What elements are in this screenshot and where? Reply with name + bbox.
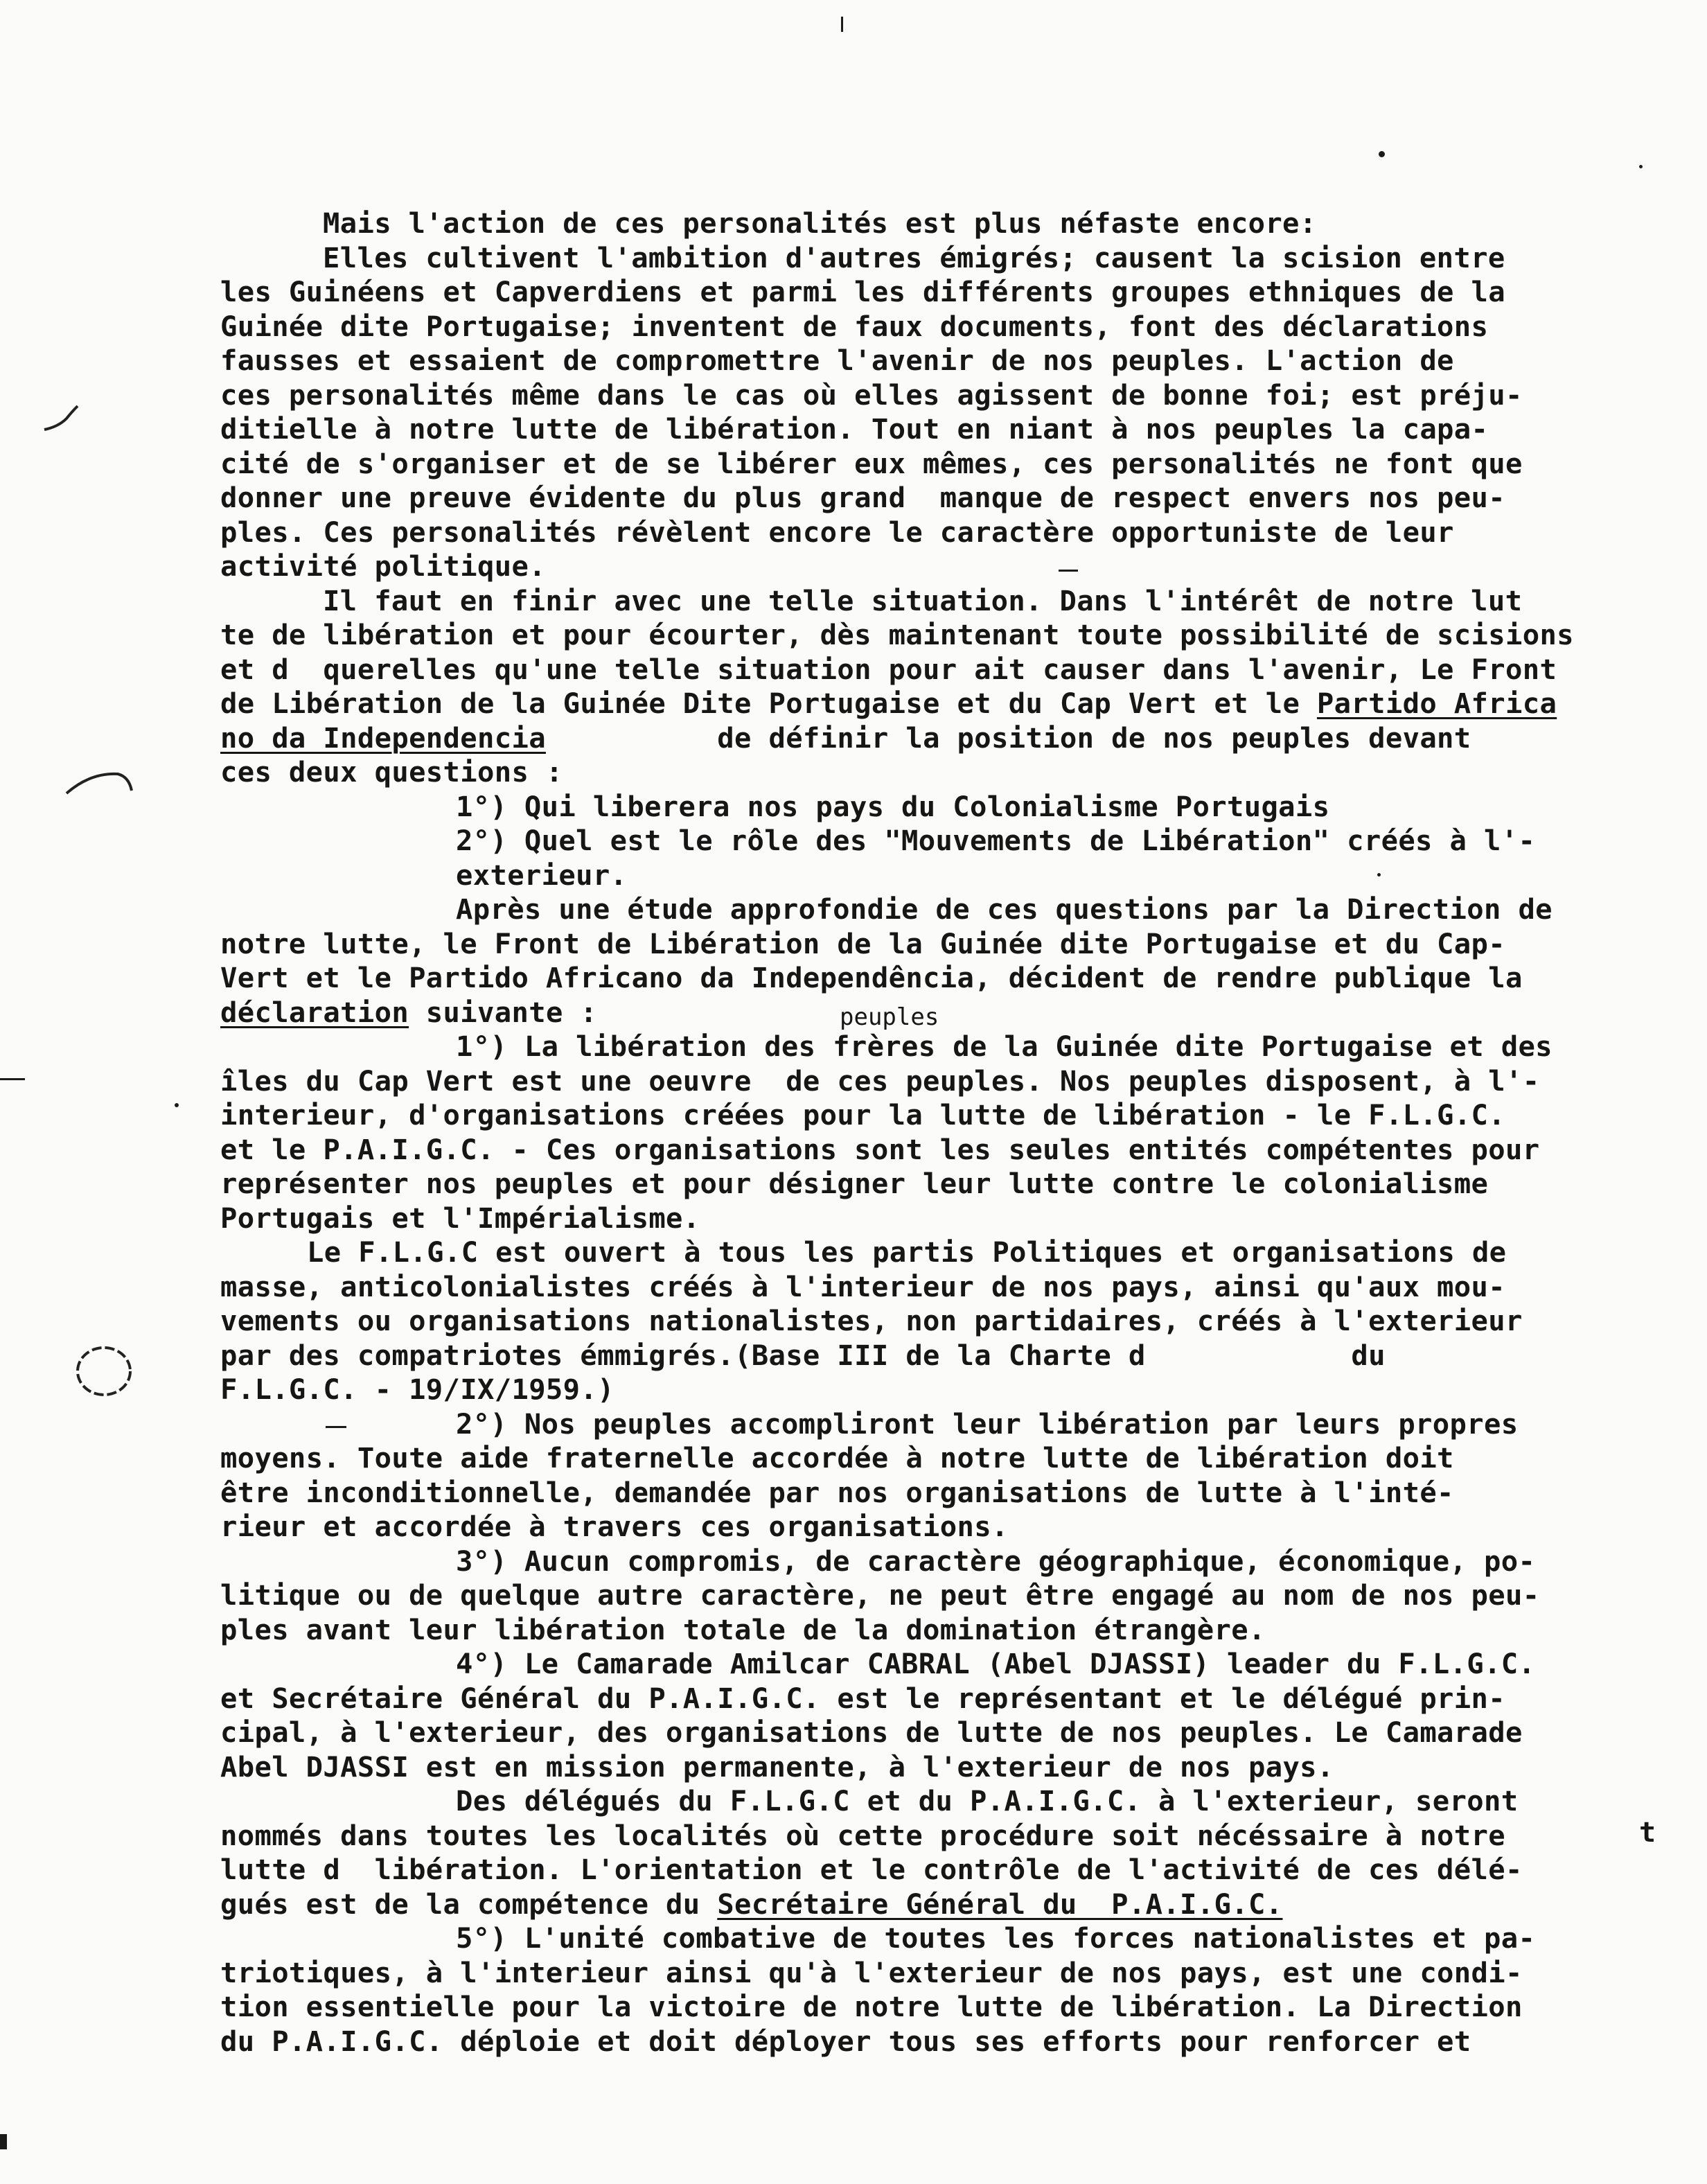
text-line: Il faut en finir avec une telle situation. Dans l'intérêt de notre lut <box>323 583 1523 617</box>
text-line: triotiques, à l'interieur ainsi qu'à l'exterieur de nos pays, est une condi- <box>220 1955 1523 1989</box>
margin-scribble-2 <box>62 766 139 807</box>
top-right-speck-2 <box>1639 165 1643 168</box>
text-line: ples. Ces personalités révèlent encore le caractère opportuniste de leur <box>220 515 1454 549</box>
text-line: les Guinéens et Capverdiens et parmi les différents groupes ethniques de la <box>220 275 1505 308</box>
text-line: 2°) Nos peuples accompliront leur libération par leurs propres <box>456 1407 1519 1441</box>
text-line: activité politique. <box>220 549 546 583</box>
text-line: moyens. Toute aide fraternelle accordée à notre lutte de libération doit <box>220 1441 1454 1474</box>
text-line: représenter nos peuples et pour désigner leur lutte contre le colonialisme <box>220 1167 1489 1200</box>
text-line: Portugais et l'Impérialisme. <box>220 1201 700 1235</box>
bottom-left-speck <box>0 2134 7 2149</box>
text-line: par des compatriotes émmigrés.(Base III de la Charte d du <box>220 1338 1386 1372</box>
text-line: interieur, d'organisations créées pour la lutte de libération - le F.L.G.C. <box>220 1098 1505 1131</box>
text-line: cipal, à l'exterieur, des organisations de lutte de nos peuples. Le Camarade <box>220 1716 1523 1749</box>
text-line: déclaration suivante : <box>220 995 598 1029</box>
text-line: être inconditionnelle, demandée par nos organisations de lutte à l'inté- <box>220 1475 1454 1509</box>
text-line: no da Independencia de définir la position de nos peuples devant <box>220 721 1471 755</box>
document-body <box>220 206 1647 2059</box>
text-line: vements ou organisations nationalistes, non partidaires, créés à l'exterieur <box>220 1304 1523 1337</box>
text-line: 1°) La libération des frères de la Guinée dite Portugaise et des <box>456 1030 1553 1063</box>
text-line: exterieur. <box>456 858 628 892</box>
text-line: Guinée dite Portugaise; inventent de faux documents, font des déclarations <box>220 309 1489 343</box>
text-line: masse, anticolonialistes créés à l'interieur de nos pays, ainsi qu'aux mou- <box>220 1269 1505 1303</box>
text-line: F.L.G.C. - 19/IX/1959.) <box>220 1373 614 1406</box>
text-line: tion essentielle pour la victoire de notre lutte de libération. La Direction <box>220 1990 1523 2023</box>
text-line: ples avant leur libération totale de la domination étrangère. <box>220 1612 1266 1646</box>
right-margin-mark: t <box>1639 1817 1656 1849</box>
text-line: et le P.A.I.G.C. - Ces organisations sont les seules entités compétentes pour <box>220 1132 1540 1166</box>
margin-scribble-1 <box>42 402 83 437</box>
text-line: ditielle à notre lutte de libération. Tout en niant à nos peuples la capa- <box>220 412 1489 446</box>
text-line: 1°) Qui liberera nos pays du Colonialisme Portugais <box>456 789 1330 823</box>
text-line: Vert et le Partido Africano da Independência, décident de rendre publique la <box>220 961 1523 994</box>
text-line: cité de s'organiser et de se libérer eux mêmes, ces personalités ne font que <box>220 446 1523 480</box>
text-line: 3°) Aucun compromis, de caractère géographique, économique, po- <box>456 1544 1536 1578</box>
text-line: donner une preuve évidente du plus grand manque de respect envers nos peu- <box>220 481 1505 514</box>
text-line: notre lutte, le Front de Libération de la Guinée dite Portugaise et du Cap- <box>220 926 1505 960</box>
margin-circle <box>69 1341 139 1403</box>
margin-dot-1 <box>175 1103 179 1107</box>
text-line: 5°) L'unité combative de toutes les forces nationalistes et pa- <box>456 1921 1536 1955</box>
text-line: Le F.L.G.C est ouvert à tous les partis Politiques et organisations de <box>307 1235 1507 1269</box>
text-line: rieur et accordée à travers ces organisations. <box>220 1510 1009 1543</box>
text-line: du P.A.I.G.C. déploie et doit déployer tous ses efforts pour renforcer et <box>220 2024 1471 2058</box>
text-line: te de libération et pour écourter, dès maintenant toute possibilité de scisions <box>220 618 1574 651</box>
top-right-speck <box>1379 151 1385 157</box>
text-line: et d querelles qu'une telle situation pour ait causer dans l'avenir, Le Front <box>220 652 1557 686</box>
text-line: Elles cultivent l'ambition d'autres émigrés; causent la scision entre <box>323 240 1505 274</box>
text-line: lutte d libération. L'orientation et le contrôle de l'activité de ces délé- <box>220 1853 1523 1886</box>
text-line: 2°) Quel est le rôle des "Mouvements de Libération" créés à l'- <box>456 824 1536 857</box>
interlinear-insert: peuples <box>840 1003 939 1031</box>
text-line: Des délégués du F.L.G.C et du P.A.I.G.C. à l'exterieur, seront <box>456 1784 1519 1817</box>
top-speck <box>841 17 843 32</box>
text-line: gués est de la compétence du Secrétaire Général du P.A.I.G.C. <box>220 1887 1283 1921</box>
text-line: Mais l'action de ces personalités est plus néfaste encore: <box>323 206 1317 240</box>
text-line: ces deux questions : <box>220 755 563 789</box>
text-line: 4°) Le Camarade Amilcar CABRAL (Abel DJASSI) leader du F.L.G.C. <box>456 1647 1536 1680</box>
text-line: de Libération de la Guinée Dite Portugaise et du Cap Vert et le Partido Africa <box>220 687 1557 720</box>
text-line: Abel DJASSI est en mission permanente, à l'exterieur de nos pays. <box>220 1750 1334 1784</box>
text-line: nommés dans toutes les localités où cette procédure soit nécéssaire à notre <box>220 1818 1505 1852</box>
text-line: îles du Cap Vert est une oeuvre de ces peuples. Nos peuples disposent, à l'- <box>220 1064 1540 1098</box>
text-line: litique ou de quelque autre caractère, ne peut être engagé au nom de nos peu- <box>220 1578 1540 1612</box>
text-line: Après une étude approfondie de ces questions par la Direction de <box>456 892 1553 926</box>
margin-dash-1 <box>0 1078 25 1080</box>
text-line: et Secrétaire Général du P.A.I.G.C. est le représentant et le délégué prin- <box>220 1681 1505 1715</box>
text-line: ces personalités même dans le cas où elles agissent de bonne foi; est préju- <box>220 378 1523 412</box>
text-line: fausses et essaient de compromettre l'avenir de nos peuples. L'action de <box>220 344 1454 377</box>
